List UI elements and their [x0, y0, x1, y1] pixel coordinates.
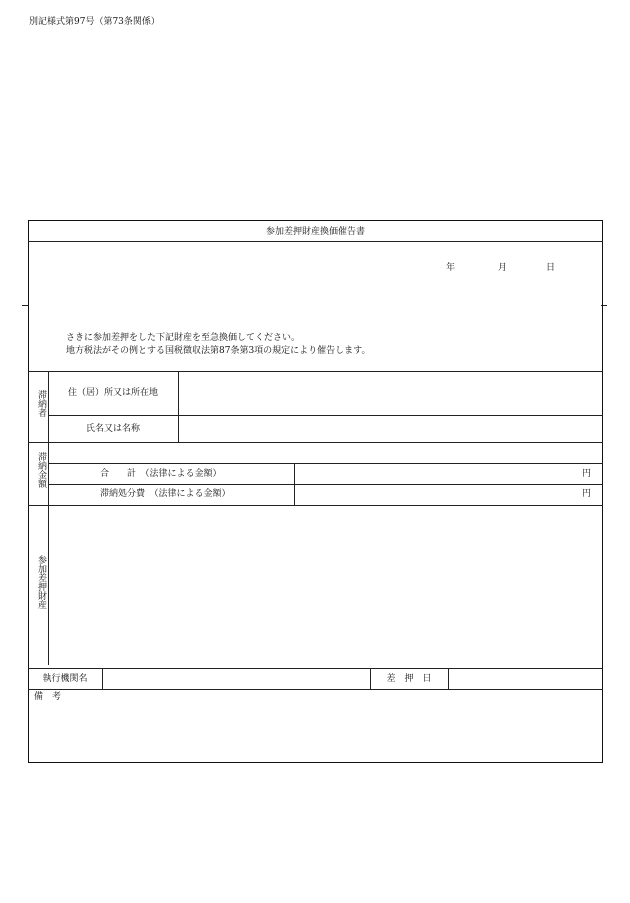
seizure-label-right-rule	[448, 668, 449, 689]
total-unit: 円	[582, 469, 592, 479]
body-text-line-2: 地方税法がその例とする国税徴収法第87条第3項の規定により催告します。	[66, 346, 371, 356]
amount-top-divider	[48, 463, 603, 464]
property-section-label: 参加差押財産	[36, 555, 46, 609]
year-label: 年	[446, 263, 456, 273]
total-label: 合 計 （法律による金額）	[100, 469, 222, 479]
taxpayer-section-label: 滞納者	[36, 390, 46, 417]
form-caption: 別記様式第97号（第73条関係）	[29, 17, 160, 27]
day-label: 日	[546, 263, 556, 273]
seizure-date-label: 差 押 日	[386, 674, 432, 684]
body-text-line-1: さきに参加差押をした下記財産を至急換価してください。	[66, 333, 301, 343]
taxpayer-field-rule	[178, 371, 179, 442]
title-divider	[28, 241, 603, 242]
amount-divider	[28, 505, 603, 506]
agency-divider	[28, 689, 603, 690]
amount-section-label: 滞納金額	[36, 452, 46, 488]
form-title: 参加差押財産換価催告書	[265, 227, 365, 237]
agency-label-rule	[102, 668, 103, 689]
property-divider	[28, 668, 603, 669]
remarks-label: 備 考	[34, 692, 62, 702]
name-label: 氏名又は名称	[85, 424, 140, 434]
month-label: 月	[498, 263, 508, 273]
executing-agency-label: 執行機関名	[42, 674, 88, 684]
header-divider	[28, 371, 603, 372]
fee-unit: 円	[582, 489, 592, 499]
address-label: 住（居）所又は所在地	[67, 388, 158, 398]
taxpayer-divider	[28, 442, 603, 443]
fee-label: 滞納処分費 （法律による金額）	[100, 489, 231, 499]
address-divider	[48, 415, 603, 416]
amount-mid-divider	[48, 484, 603, 485]
